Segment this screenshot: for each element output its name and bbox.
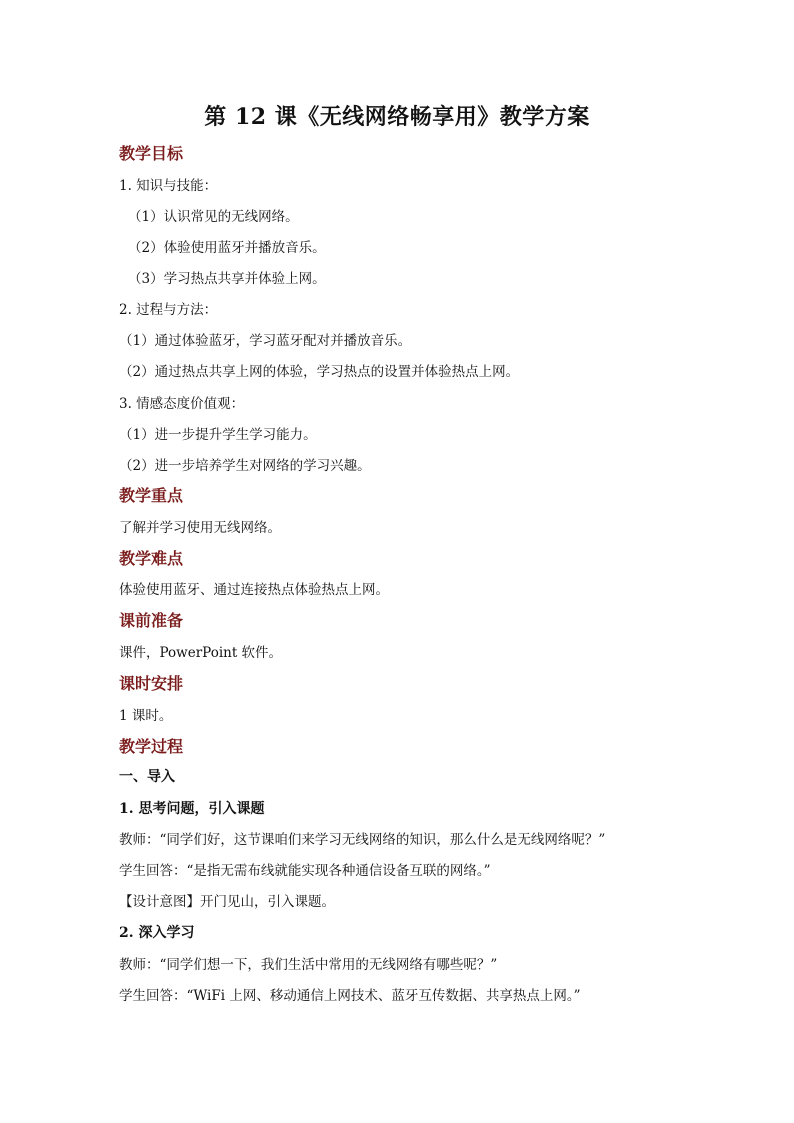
paragraph: 课件，PowerPoint 软件。 [119, 645, 283, 661]
page-title: 第 12 课《无线网络畅享用》教学方案 [204, 104, 590, 130]
paragraph: 教师：“同学们好，这节课咱们来学习无线网络的知识，那么什么是无线网络呢？” [119, 832, 606, 848]
section-heading-schedule: 课时安排 [119, 674, 184, 693]
paragraph: 3. 情感态度价值观： [119, 396, 245, 412]
paragraph: （2）进一步培养学生对网络的学习兴趣。 [119, 458, 371, 474]
paragraph: 体验使用蓝牙、通过连接热点体验热点上网。 [119, 582, 389, 598]
step-heading: 1. 思考问题，引入课题 [119, 801, 265, 817]
section-heading-objectives: 教学目标 [119, 144, 184, 163]
paragraph: 教师：“同学们想一下，我们生活中常用的无线网络有哪些呢？” [119, 957, 498, 973]
paragraph: 学生回答：“是指无需布线就能实现各种通信设备互联的网络。” [119, 863, 491, 879]
section-heading-preparation: 课前准备 [119, 611, 184, 630]
section-heading-difficulties: 教学难点 [119, 549, 184, 568]
paragraph: （1）进一步提升学生学习能力。 [119, 427, 317, 443]
paragraph: 学生回答：“WiFi 上网、移动通信上网技术、蓝牙互传数据、共享热点上网。” [119, 988, 581, 1004]
paragraph: 2. 过程与方法： [119, 302, 218, 318]
subsection-heading: 一、导入 [119, 769, 175, 785]
paragraph: 1 课时。 [119, 708, 173, 724]
paragraph: 1. 知识与技能： [119, 178, 218, 194]
paragraph: 【设计意图】开门见山，引入课题。 [119, 894, 335, 910]
section-heading-key-points: 教学重点 [119, 486, 184, 505]
paragraph: （2）通过热点共享上网的体验，学习热点的设置并体验热点上网。 [119, 364, 520, 380]
paragraph: （1）认识常见的无线网络。 [128, 209, 299, 225]
paragraph: （3）学习热点共享并体验上网。 [128, 271, 326, 287]
paragraph: （2）体验使用蓝牙并播放音乐。 [128, 240, 326, 256]
step-heading: 2. 深入学习 [119, 925, 195, 941]
section-heading-process: 教学过程 [119, 737, 184, 756]
paragraph: 了解并学习使用无线网络。 [119, 520, 281, 536]
paragraph: （1）通过体验蓝牙，学习蓝牙配对并播放音乐。 [119, 333, 412, 349]
